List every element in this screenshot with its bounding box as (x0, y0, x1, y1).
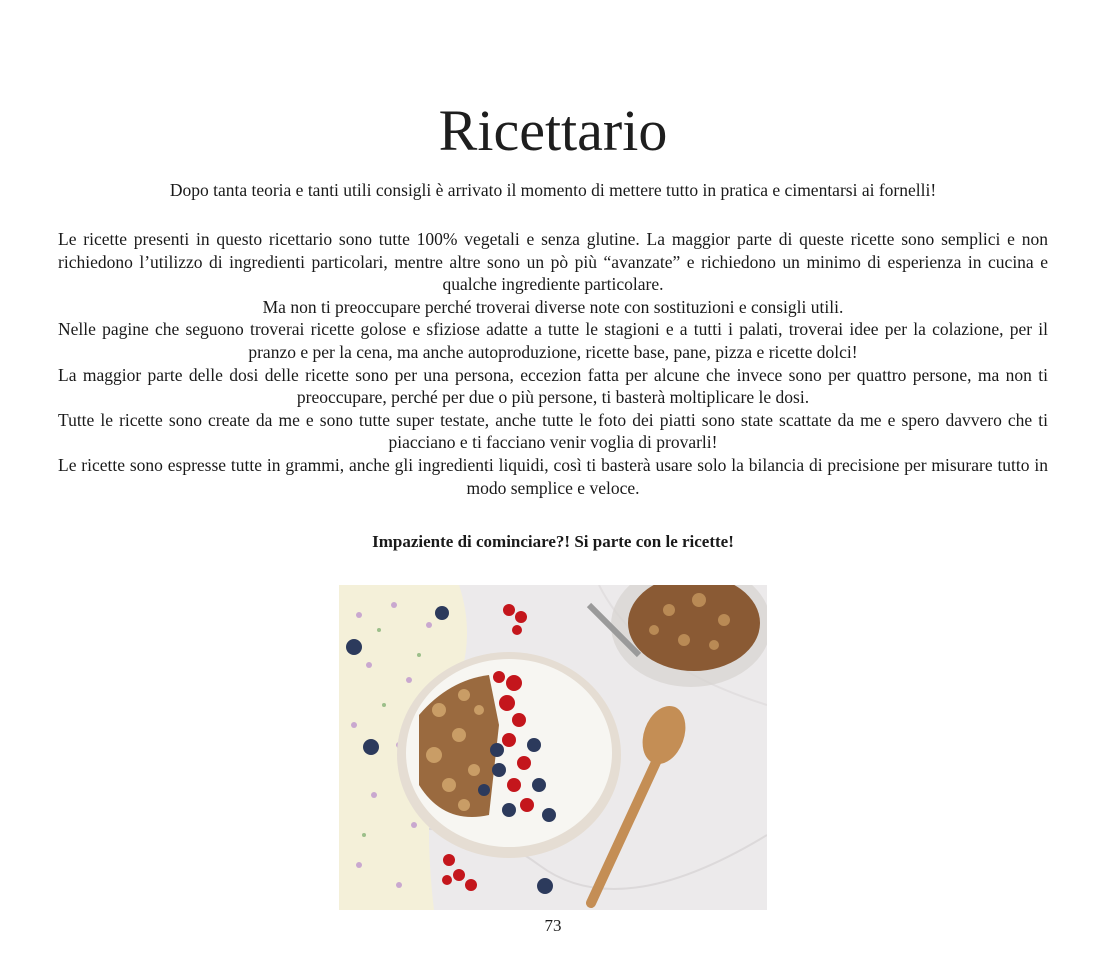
granola-bowl-photo (339, 585, 767, 910)
paragraph: La maggior parte delle dosi delle ricette sono per una persona, eccezion fatta per alcune che invece sono per quattro persone, ma non ti preoccupare, perché per due o più persone, ti basterà moltiplicare le dosi. (58, 364, 1048, 408)
intro-text: Dopo tanta teoria e tanti utili consigli è arrivato il momento di mettere tutto in pratica e cimentarsi ai fornelli! (169, 180, 937, 200)
body-text (58, 228, 1048, 499)
page-title: Ricettario (438, 98, 668, 163)
call-to-action: Impaziente di cominciare?! Si parte con le ricette! (372, 532, 734, 551)
paragraph: Nelle pagine che seguono troverai ricette golose e sfiziose adatte a tutte le stagioni e a tutti i palati, troverai idee per la colazione, per il pranzo e per la cena, ma anche autoproduzione, ricette base, pane, pizza e ricette dolci! (58, 319, 1048, 362)
paragraph: Le ricette sono espresse tutte in grammi, anche gli ingredienti liquidi, così ti basterà usare solo la bilancia di precisione per misurare tutto in modo semplice e veloce. (58, 454, 1048, 498)
paragraph: Tutte le ricette sono create da me e sono tutte super testate, anche tutte le foto dei piatti sono state scattate da me e spero davvero che ti piacciano e ti facciano venir voglia di provarli! (58, 409, 1048, 453)
paragraph: Ma non ti preoccupare perché troverai diverse note con sostituzioni e consigli utili. (262, 296, 844, 317)
page-number: 73 (544, 916, 562, 935)
paragraph: Le ricette presenti in questo ricettario sono tutte 100% vegetali e senza glutine. La maggior parte di queste ricette sono semplici e non richiedono l’utilizzo di ingredienti particolari, mentre altre sono un pò più “avanzate” e richiedono un minimo di esperienza in cucina e qualche ingrediente particolare. (58, 229, 1048, 295)
